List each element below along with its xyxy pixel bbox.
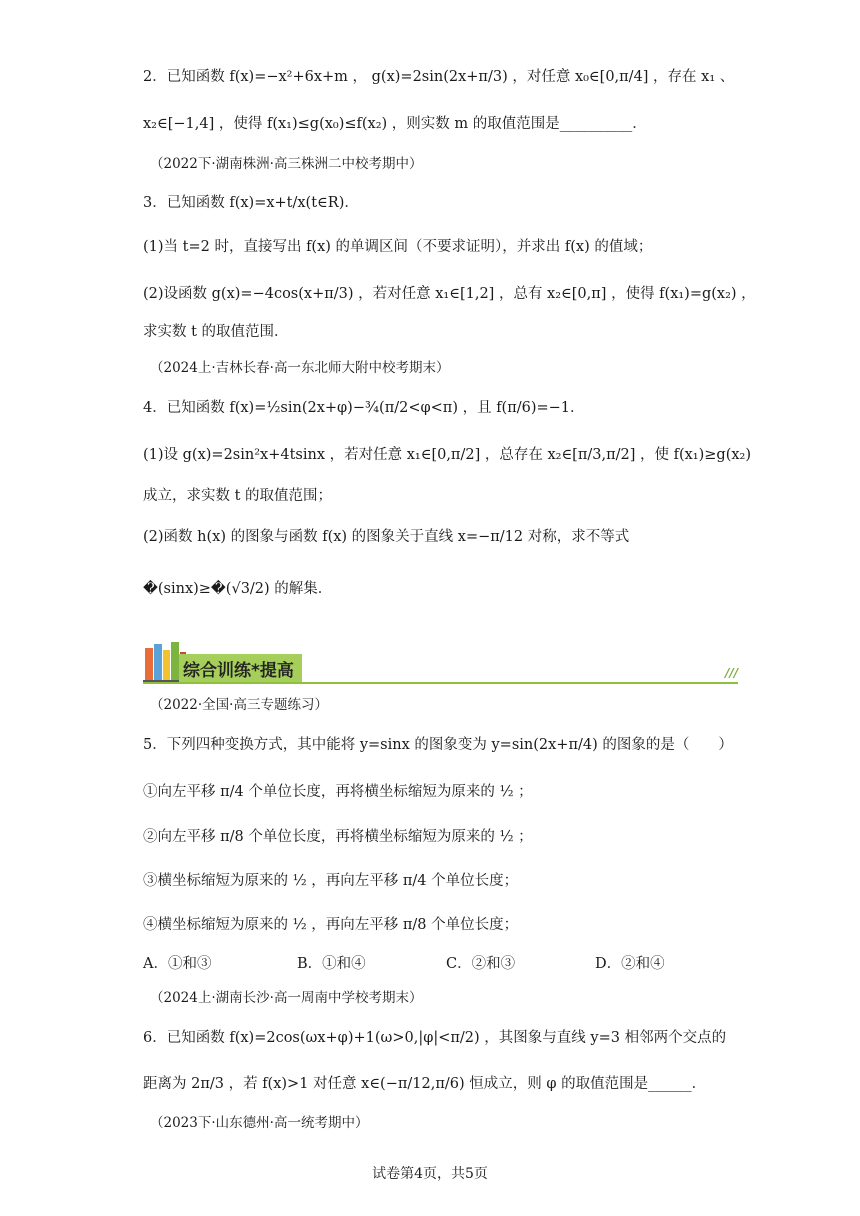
section-tail-mark: ///: [724, 666, 738, 680]
question-line: (2)设函数 g(x)=−4cos(x+π/3) ，若对任意 x₁∈[1,2] ，总有 x₂∈[0,π] ，使得 f(x₁)=g(x₂) ，: [143, 286, 756, 302]
question-line: x₂∈[−1,4] ，使得 f(x₁)≤g(x₀)≤f(x₂) ，则实数 m 的取值范围是__________．: [143, 116, 647, 132]
question-source: （2022下·湖南株洲·高三株洲二中校考期中）: [150, 156, 423, 172]
question-line: ④横坐标缩短为原来的 ½ ，再向左平移 π/8 个单位长度；: [143, 917, 519, 933]
question-line: 4．已知函数 f(x)=½sin(2x+φ)−¾(π/2<φ<π) ，且 f(π/6)=−1．: [143, 400, 585, 416]
answer-option: B．①和④: [297, 956, 366, 972]
answer-option: A．①和③: [143, 956, 212, 972]
question-line: 5．下列四种变换方式，其中能将 y=sinx 的图象变为 y=sin(2x+π/4) 的图象的是（ ）: [143, 737, 733, 753]
question-line: ①向左平移 π/4 个单位长度，再将横坐标缩短为原来的 ½ ；: [143, 784, 533, 800]
question-line: �(sinx)≥�(√3/2) 的解集．: [143, 581, 333, 597]
question-source: （2023下·山东德州·高一统考期中）: [150, 1115, 369, 1131]
answer-option: D．②和④: [595, 956, 665, 972]
page-footer: 试卷第4页，共5页: [372, 1166, 488, 1182]
question-line: 6．已知函数 f(x)=2cos(ωx+φ)+1(ω>0,|φ|<π/2) ，其图象与直线 y=3 相邻两个交点的: [143, 1030, 727, 1046]
question-line: 3．已知函数 f(x)=x+t/x(t∈R)．: [143, 195, 359, 211]
question-line: 成立，求实数 t 的取值范围；: [143, 488, 333, 504]
question-line: ②向左平移 π/8 个单位长度，再将横坐标缩短为原来的 ½ ；: [143, 829, 533, 845]
question-line: ③横坐标缩短为原来的 ½ ，再向左平移 π/4 个单位长度；: [143, 873, 519, 889]
question-line: 求实数 t 的取值范围．: [143, 324, 289, 340]
question-source: （2024上·吉林长春·高一东北师大附中校考期末）: [150, 360, 450, 376]
section-divider: [143, 682, 738, 684]
question-source: （2022·全国·高三专题练习）: [150, 697, 328, 713]
section-title: 综合训练*提高: [179, 654, 302, 683]
question-line: (1)设 g(x)=2sin²x+4tsinx ，若对任意 x₁∈[0,π/2] ，总存在 x₂∈[π/3,π/2] ，使 f(x₁)≥g(x₂): [143, 447, 752, 463]
question-source: （2024上·湖南长沙·高一周南中学校考期末）: [150, 990, 423, 1006]
section-header: [143, 640, 738, 684]
question-line: 2．已知函数 f(x)=−x²+6x+m ， g(x)=2sin(2x+π/3) ，对任意 x₀∈[0,π/4] ，存在 x₁ 、: [143, 69, 735, 85]
question-line: 距离为 2π/3 ，若 f(x)>1 对任意 x∈(−π/12,π/6) 恒成立，则 φ 的取值范围是______．: [143, 1076, 707, 1092]
question-line: (2)函数 h(x) 的图象与函数 f(x) 的图象关于直线 x=−π/12 对称，求不等式: [143, 529, 630, 545]
answer-option: C．②和③: [446, 956, 516, 972]
question-line: (1)当 t=2 时，直接写出 f(x) 的单调区间（不要求证明），并求出 f(x) 的值域；: [143, 239, 653, 255]
